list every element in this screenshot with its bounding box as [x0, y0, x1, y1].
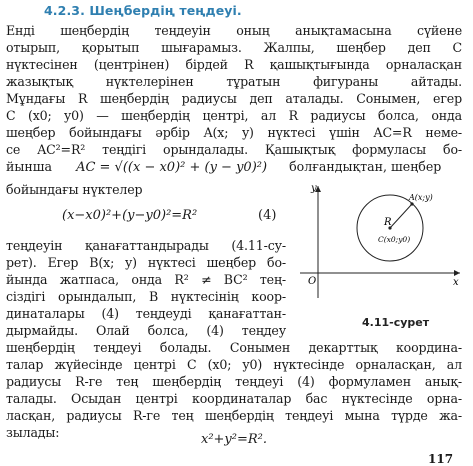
bottom-line-1: шеңбердің теңдеуі болады. Сонымен декарттық координа- — [6, 340, 462, 355]
narrow-line-5: динаталары (4) теңдеуді қанағаттан- — [6, 306, 286, 321]
radius-label: R — [384, 217, 392, 228]
bottom-line-4: талады. Осыдан центрі координаталар бас нүктесінде орна- — [6, 391, 462, 406]
distance-suffix: болғандықтан, шеңбер — [289, 159, 442, 174]
point-a-label: A(x;y) — [409, 193, 433, 202]
narrow-line-4: сіздігі орындалып, B нүктесінің коор- — [6, 289, 286, 304]
section-heading: 4.2.3. Шеңбердің теңдеуі. — [44, 3, 242, 18]
circle-figure — [290, 178, 465, 313]
bottom-line-2: талар жүйесінде центрі C (x0; y0) нүктесінде орналасқан, ал — [6, 357, 462, 372]
text-line-8: се AC²=R² теңдігі орындалады. Қашықтық формуласы бо- — [6, 142, 462, 157]
final-equation: x²+y²=R². — [201, 432, 268, 447]
text-line-6: C (x0; y0) — шеңбердің центрі, ал R радиусы болса, онда — [6, 108, 462, 123]
y-axis-label: y — [311, 183, 317, 194]
distance-formula: AC = √((x − x0)² + (y − y0)²) — [76, 160, 268, 175]
text-line-1: Енді шеңбердің теңдеуін оның анықтамасына сүйене — [6, 23, 462, 38]
page-number: 117 — [428, 452, 454, 466]
narrow-line-1: теңдеуін қанағаттандырады (4.11-су- — [6, 238, 286, 253]
distance-prefix: йынша — [6, 159, 53, 174]
narrow-line-6: дырмайды. Олай болса, (4) теңдеу — [6, 323, 286, 338]
bottom-line-6: зылады: — [6, 425, 60, 440]
point-a — [410, 202, 413, 205]
text-line-2: отырып, қорытып шығарамыз. Жалпы, шеңбер деп C — [6, 40, 462, 55]
points-line: бойындағы нүктелер — [6, 182, 143, 197]
x-axis-label: x — [453, 277, 459, 288]
narrow-line-3: йында жатпаса, онда R² ≠ BC² тең- — [6, 272, 286, 287]
narrow-line-2: рет). Егер B(x; y) нүктесі шеңбер бо- — [6, 255, 286, 270]
text-line-7: шеңбер бойындағы әрбір A(x; y) нүктесі үшін AC=R неме- — [6, 125, 462, 140]
equation-number: (4) — [258, 208, 277, 223]
circle-equation: (x−x0)²+(y−y0)²=R² — [62, 208, 198, 223]
radius-line — [390, 204, 412, 228]
distance-formula-line — [6, 159, 441, 175]
figure-caption: 4.11-сурет — [362, 316, 430, 329]
bottom-line-3: радиусы R-ге тең шеңбердің теңдеуі (4) формуламен анық- — [6, 374, 462, 389]
text-line-5: Мұндағы R шеңбердің радиусы деп аталады. Сонымен, егер — [6, 91, 462, 106]
origin-label: O — [308, 276, 317, 287]
center-label: C(x0;y0) — [378, 235, 411, 244]
text-line-3: нүктесінен (центрінен) бірдей R қашықтығында орналасқан — [6, 57, 462, 72]
bottom-line-5: ласқан, радиусы R-ге тең шеңбердің теңдеуі мына түрде жа- — [6, 408, 462, 423]
text-line-4: жазықтық нүктелерінен тұратын фигураны айтады. — [6, 74, 462, 89]
